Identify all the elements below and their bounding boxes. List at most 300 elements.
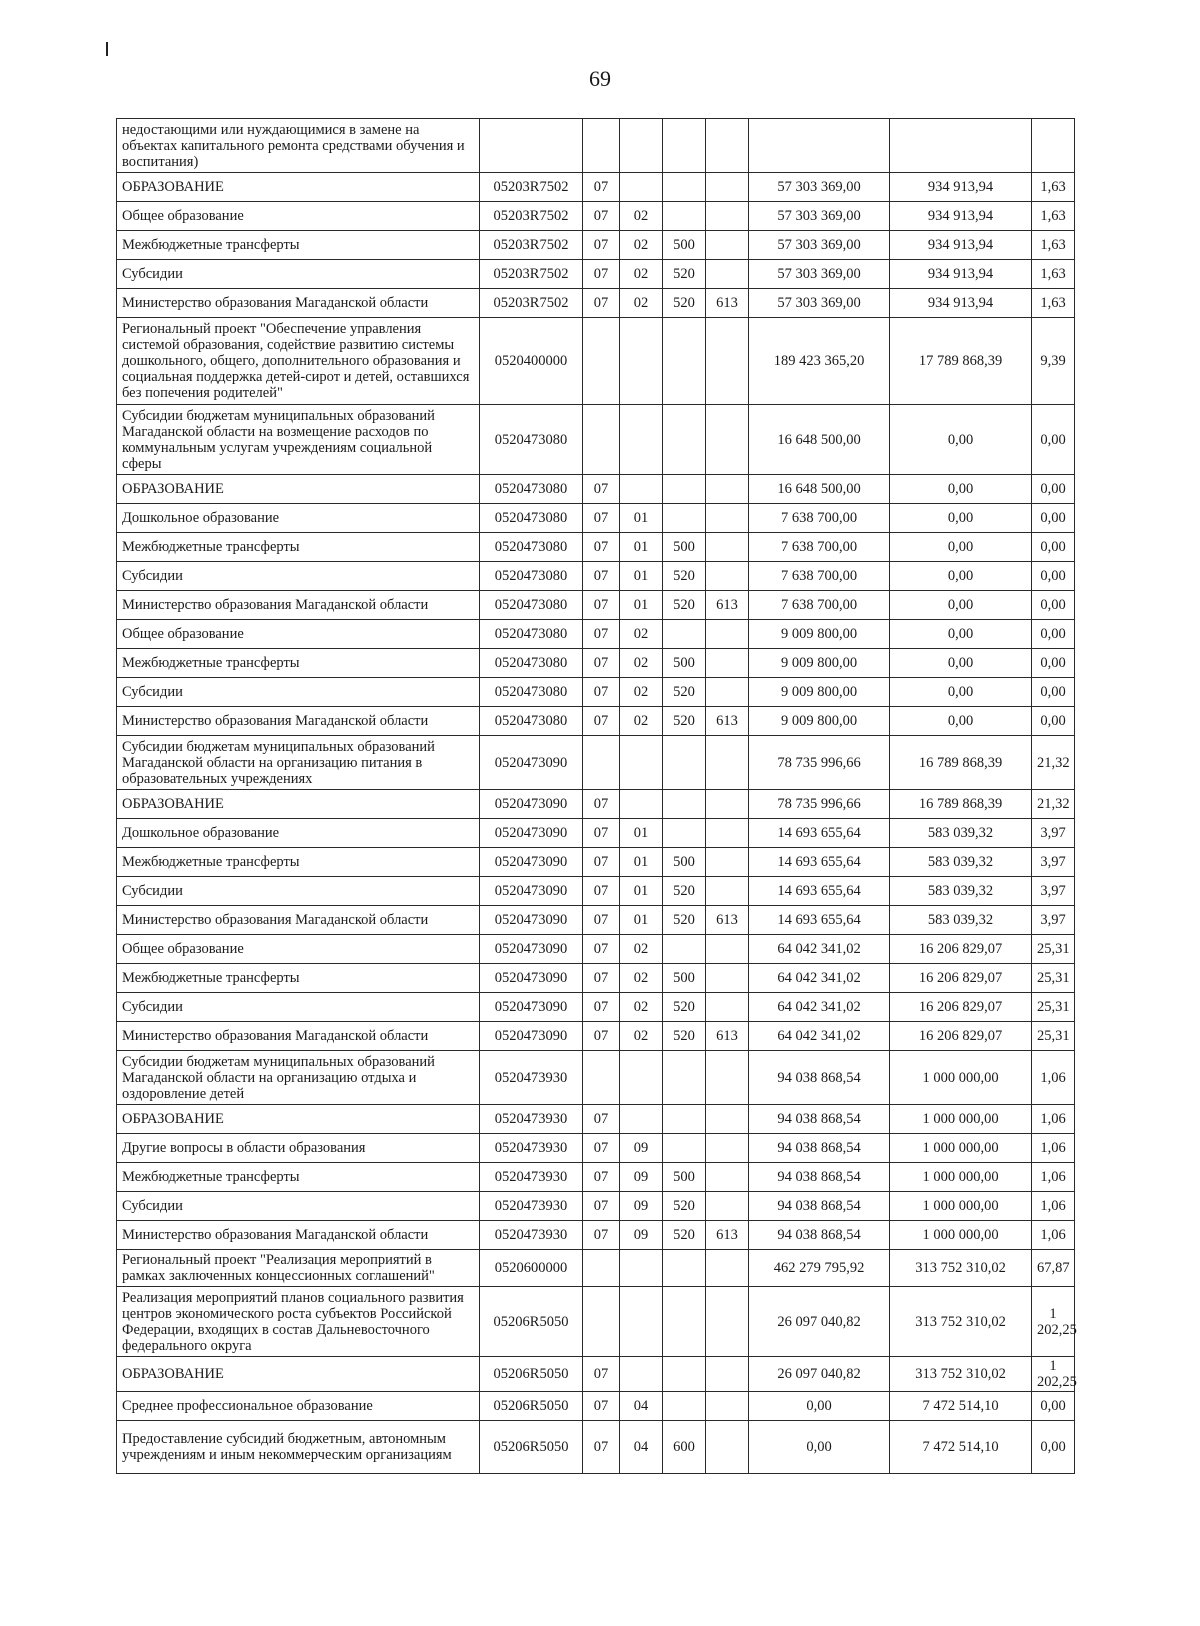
cell-expense-type: 500 xyxy=(663,1163,706,1192)
cell-section: 07 xyxy=(583,202,620,231)
cell-subsection xyxy=(620,173,663,202)
cell-plan: 57 303 369,00 xyxy=(749,260,890,289)
cell-section: 07 xyxy=(583,475,620,504)
cell-plan: 16 648 500,00 xyxy=(749,475,890,504)
cell-expense-type: 500 xyxy=(663,848,706,877)
cell-section: 07 xyxy=(583,173,620,202)
cell-executed: 1 000 000,00 xyxy=(890,1105,1032,1134)
cell-subsection xyxy=(620,318,663,405)
cell-expense-type xyxy=(663,1392,706,1421)
cell-percent: 0,00 xyxy=(1032,678,1075,707)
cell-subsection xyxy=(620,1105,663,1134)
table-row xyxy=(117,1022,1075,1051)
cell-code: 05206R5050 xyxy=(480,1421,583,1474)
table-row xyxy=(117,1051,1075,1105)
cell-subsection xyxy=(620,1357,663,1392)
cell-section: 07 xyxy=(583,906,620,935)
cell-subsection: 02 xyxy=(620,260,663,289)
cell-section: 07 xyxy=(583,1192,620,1221)
table-row xyxy=(117,1221,1075,1250)
cell-executed: 0,00 xyxy=(890,533,1032,562)
cell-name: Министерство образования Магаданской области xyxy=(117,1022,480,1051)
cell-code: 0520473080 xyxy=(480,707,583,736)
cell-code: 0520473090 xyxy=(480,964,583,993)
cell-section: 07 xyxy=(583,533,620,562)
cell-section xyxy=(583,1051,620,1105)
cell-expense-type: 500 xyxy=(663,533,706,562)
cell-name: Межбюджетные трансферты xyxy=(117,848,480,877)
cell-section xyxy=(583,405,620,475)
cell-name: Субсидии xyxy=(117,1192,480,1221)
cell-section: 07 xyxy=(583,678,620,707)
cell-expense-type xyxy=(663,1250,706,1287)
cell-code: 05203R7502 xyxy=(480,231,583,260)
cell-expense-type xyxy=(663,202,706,231)
cell-plan: 64 042 341,02 xyxy=(749,993,890,1022)
cell-subsection: 02 xyxy=(620,620,663,649)
cell-administrator xyxy=(706,562,749,591)
cell-section: 07 xyxy=(583,1134,620,1163)
cell-executed: 583 039,32 xyxy=(890,819,1032,848)
cell-administrator xyxy=(706,260,749,289)
cell-subsection: 02 xyxy=(620,202,663,231)
table-row xyxy=(117,1421,1075,1474)
table-row xyxy=(117,1163,1075,1192)
cell-code: 0520473080 xyxy=(480,475,583,504)
cell-expense-type: 520 xyxy=(663,906,706,935)
cell-name: Межбюджетные трансферты xyxy=(117,1163,480,1192)
cell-executed: 934 913,94 xyxy=(890,231,1032,260)
cell-section: 07 xyxy=(583,790,620,819)
table-row xyxy=(117,649,1075,678)
cell-percent: 0,00 xyxy=(1032,475,1075,504)
cell-percent: 67,87 xyxy=(1032,1250,1075,1287)
cell-section: 07 xyxy=(583,1105,620,1134)
table-row xyxy=(117,231,1075,260)
cell-percent: 1,63 xyxy=(1032,202,1075,231)
cell-code: 0520473080 xyxy=(480,533,583,562)
cell-name: ОБРАЗОВАНИЕ xyxy=(117,1357,480,1392)
cell-administrator xyxy=(706,1134,749,1163)
table-row xyxy=(117,935,1075,964)
table-row xyxy=(117,260,1075,289)
cell-percent xyxy=(1032,119,1075,173)
cell-executed: 1 000 000,00 xyxy=(890,1221,1032,1250)
cell-expense-type xyxy=(663,620,706,649)
cell-name: Региональный проект "Обеспечение управления системой образования, содействие развитию системы дошкольного, общего, дополнительного образования и социальная поддержка детей-сирот и детей, оставшихся без попечения родителей" xyxy=(117,318,480,405)
table-row xyxy=(117,678,1075,707)
cell-administrator xyxy=(706,935,749,964)
cell-subsection: 02 xyxy=(620,993,663,1022)
cell-code: 0520473930 xyxy=(480,1105,583,1134)
cell-section: 07 xyxy=(583,591,620,620)
cell-executed: 0,00 xyxy=(890,678,1032,707)
cell-percent: 1,63 xyxy=(1032,231,1075,260)
cell-subsection: 02 xyxy=(620,707,663,736)
table-row xyxy=(117,790,1075,819)
cell-executed: 16 206 829,07 xyxy=(890,935,1032,964)
table-row xyxy=(117,318,1075,405)
cell-administrator xyxy=(706,533,749,562)
cell-percent: 1,63 xyxy=(1032,173,1075,202)
cell-name: Министерство образования Магаданской области xyxy=(117,289,480,318)
table-row xyxy=(117,707,1075,736)
cell-percent: 0,00 xyxy=(1032,405,1075,475)
table-row xyxy=(117,533,1075,562)
cell-percent: 1,06 xyxy=(1032,1051,1075,1105)
cell-expense-type: 500 xyxy=(663,231,706,260)
cell-executed: 7 472 514,10 xyxy=(890,1392,1032,1421)
cell-name: Межбюджетные трансферты xyxy=(117,231,480,260)
cell-subsection xyxy=(620,1051,663,1105)
table-row xyxy=(117,877,1075,906)
cell-percent: 1,06 xyxy=(1032,1192,1075,1221)
table-row xyxy=(117,1192,1075,1221)
cell-section: 07 xyxy=(583,935,620,964)
cell-name: Министерство образования Магаданской области xyxy=(117,591,480,620)
cell-expense-type: 520 xyxy=(663,260,706,289)
cell-administrator: 613 xyxy=(706,289,749,318)
cell-plan: 94 038 868,54 xyxy=(749,1105,890,1134)
cell-code: 0520473080 xyxy=(480,620,583,649)
cell-administrator xyxy=(706,1051,749,1105)
cell-code: 05203R7502 xyxy=(480,173,583,202)
table-row xyxy=(117,1357,1075,1392)
cell-subsection: 02 xyxy=(620,231,663,260)
cell-plan: 78 735 996,66 xyxy=(749,736,890,790)
cell-name: Региональный проект "Реализация мероприятий в рамках заключенных концессионных соглашений" xyxy=(117,1250,480,1287)
cell-percent: 0,00 xyxy=(1032,562,1075,591)
cell-administrator: 613 xyxy=(706,1022,749,1051)
cell-plan: 64 042 341,02 xyxy=(749,964,890,993)
cell-executed xyxy=(890,119,1032,173)
cell-section: 07 xyxy=(583,649,620,678)
cell-code: 0520473090 xyxy=(480,906,583,935)
cell-code: 0520473930 xyxy=(480,1134,583,1163)
cell-code: 0520473090 xyxy=(480,848,583,877)
cell-expense-type xyxy=(663,819,706,848)
cell-executed: 1 000 000,00 xyxy=(890,1192,1032,1221)
cell-administrator xyxy=(706,318,749,405)
cell-plan: 94 038 868,54 xyxy=(749,1051,890,1105)
cell-executed: 934 913,94 xyxy=(890,173,1032,202)
cell-administrator xyxy=(706,231,749,260)
cell-plan: 14 693 655,64 xyxy=(749,877,890,906)
cell-section: 07 xyxy=(583,620,620,649)
cell-administrator xyxy=(706,119,749,173)
cell-administrator: 613 xyxy=(706,1221,749,1250)
cell-section: 07 xyxy=(583,1392,620,1421)
cell-section: 07 xyxy=(583,877,620,906)
cell-section: 07 xyxy=(583,260,620,289)
cell-plan: 26 097 040,82 xyxy=(749,1357,890,1392)
cell-administrator: 613 xyxy=(706,591,749,620)
cell-subsection xyxy=(620,475,663,504)
cell-expense-type xyxy=(663,790,706,819)
cell-executed: 16 206 829,07 xyxy=(890,993,1032,1022)
cell-percent: 25,31 xyxy=(1032,964,1075,993)
cell-executed: 0,00 xyxy=(890,475,1032,504)
cell-plan: 14 693 655,64 xyxy=(749,848,890,877)
cell-section xyxy=(583,119,620,173)
cell-plan: 189 423 365,20 xyxy=(749,318,890,405)
cell-subsection: 01 xyxy=(620,562,663,591)
cell-name: Субсидии бюджетам муниципальных образований Магаданской области на организацию отдыха и оздоровление детей xyxy=(117,1051,480,1105)
cell-plan: 14 693 655,64 xyxy=(749,906,890,935)
cell-plan: 9 009 800,00 xyxy=(749,707,890,736)
cell-executed: 0,00 xyxy=(890,707,1032,736)
cell-percent: 0,00 xyxy=(1032,649,1075,678)
cell-name: Субсидии xyxy=(117,678,480,707)
cell-expense-type: 500 xyxy=(663,649,706,678)
cell-plan: 14 693 655,64 xyxy=(749,819,890,848)
cell-name: ОБРАЗОВАНИЕ xyxy=(117,475,480,504)
cell-percent: 0,00 xyxy=(1032,707,1075,736)
cell-executed: 16 789 868,39 xyxy=(890,736,1032,790)
cell-percent: 25,31 xyxy=(1032,935,1075,964)
page-number: 69 xyxy=(589,66,611,91)
table-row xyxy=(117,736,1075,790)
cell-expense-type: 520 xyxy=(663,877,706,906)
cell-expense-type xyxy=(663,504,706,533)
cell-percent: 0,00 xyxy=(1032,504,1075,533)
cell-section: 07 xyxy=(583,289,620,318)
scan-mark xyxy=(106,42,108,56)
table-row xyxy=(117,620,1075,649)
cell-expense-type xyxy=(663,475,706,504)
cell-subsection: 02 xyxy=(620,964,663,993)
cell-percent: 9,39 xyxy=(1032,318,1075,405)
cell-subsection: 02 xyxy=(620,935,663,964)
cell-subsection: 09 xyxy=(620,1221,663,1250)
table-row xyxy=(117,906,1075,935)
cell-plan: 9 009 800,00 xyxy=(749,620,890,649)
cell-subsection: 02 xyxy=(620,289,663,318)
cell-name: Межбюджетные трансферты xyxy=(117,649,480,678)
cell-administrator xyxy=(706,1357,749,1392)
cell-administrator: 613 xyxy=(706,906,749,935)
table-row xyxy=(117,173,1075,202)
cell-expense-type xyxy=(663,318,706,405)
cell-expense-type xyxy=(663,1357,706,1392)
cell-plan: 64 042 341,02 xyxy=(749,935,890,964)
cell-administrator xyxy=(706,475,749,504)
cell-subsection: 02 xyxy=(620,649,663,678)
cell-plan: 78 735 996,66 xyxy=(749,790,890,819)
cell-executed: 16 206 829,07 xyxy=(890,1022,1032,1051)
cell-percent: 3,97 xyxy=(1032,848,1075,877)
cell-executed: 0,00 xyxy=(890,591,1032,620)
cell-executed: 934 913,94 xyxy=(890,260,1032,289)
budget-table xyxy=(116,118,1075,1474)
cell-code: 05203R7502 xyxy=(480,260,583,289)
cell-executed: 16 789 868,39 xyxy=(890,790,1032,819)
cell-code: 0520473080 xyxy=(480,591,583,620)
cell-executed: 1 000 000,00 xyxy=(890,1134,1032,1163)
cell-section: 07 xyxy=(583,1357,620,1392)
cell-name: Субсидии xyxy=(117,562,480,591)
cell-percent: 1,06 xyxy=(1032,1134,1075,1163)
cell-subsection xyxy=(620,405,663,475)
cell-percent: 0,00 xyxy=(1032,1421,1075,1474)
cell-expense-type xyxy=(663,173,706,202)
cell-section: 07 xyxy=(583,1221,620,1250)
cell-administrator xyxy=(706,819,749,848)
cell-code: 0520473090 xyxy=(480,819,583,848)
cell-code: 0520473090 xyxy=(480,935,583,964)
table-row xyxy=(117,202,1075,231)
cell-percent: 3,97 xyxy=(1032,906,1075,935)
cell-plan: 7 638 700,00 xyxy=(749,562,890,591)
cell-expense-type: 520 xyxy=(663,562,706,591)
cell-subsection xyxy=(620,790,663,819)
cell-section xyxy=(583,736,620,790)
cell-name: Министерство образования Магаданской области xyxy=(117,707,480,736)
cell-code: 0520473080 xyxy=(480,504,583,533)
cell-name: Субсидии xyxy=(117,993,480,1022)
cell-expense-type xyxy=(663,1051,706,1105)
cell-code: 05206R5050 xyxy=(480,1392,583,1421)
cell-name: Межбюджетные трансферты xyxy=(117,964,480,993)
cell-executed: 17 789 868,39 xyxy=(890,318,1032,405)
cell-code: 0520400000 xyxy=(480,318,583,405)
cell-code: 05206R5050 xyxy=(480,1287,583,1357)
cell-expense-type xyxy=(663,1105,706,1134)
cell-percent: 3,97 xyxy=(1032,819,1075,848)
cell-code xyxy=(480,119,583,173)
cell-executed: 1 000 000,00 xyxy=(890,1163,1032,1192)
cell-section: 07 xyxy=(583,504,620,533)
cell-name: ОБРАЗОВАНИЕ xyxy=(117,790,480,819)
table-body xyxy=(117,119,1075,1474)
cell-name: Министерство образования Магаданской области xyxy=(117,906,480,935)
cell-percent: 1,06 xyxy=(1032,1221,1075,1250)
cell-name: Другие вопросы в области образования xyxy=(117,1134,480,1163)
cell-subsection xyxy=(620,1287,663,1357)
cell-plan: 57 303 369,00 xyxy=(749,289,890,318)
cell-code: 0520473080 xyxy=(480,649,583,678)
cell-percent: 1 202,25 xyxy=(1032,1357,1075,1392)
cell-subsection: 02 xyxy=(620,1022,663,1051)
cell-plan: 94 038 868,54 xyxy=(749,1134,890,1163)
cell-expense-type: 520 xyxy=(663,993,706,1022)
cell-code: 0520600000 xyxy=(480,1250,583,1287)
cell-subsection: 01 xyxy=(620,848,663,877)
cell-expense-type: 520 xyxy=(663,591,706,620)
table-row xyxy=(117,289,1075,318)
cell-executed: 1 000 000,00 xyxy=(890,1051,1032,1105)
cell-plan: 462 279 795,92 xyxy=(749,1250,890,1287)
cell-percent: 1 202,25 xyxy=(1032,1287,1075,1357)
cell-name: Предоставление субсидий бюджетным, автономным учреждениям и иным некоммерческим организациям xyxy=(117,1421,480,1474)
cell-subsection xyxy=(620,1250,663,1287)
cell-executed: 0,00 xyxy=(890,504,1032,533)
cell-name: Субсидии бюджетам муниципальных образований Магаданской области на организацию питания в образовательных учреждениях xyxy=(117,736,480,790)
cell-subsection: 04 xyxy=(620,1421,663,1474)
cell-expense-type: 520 xyxy=(663,1221,706,1250)
cell-subsection: 01 xyxy=(620,533,663,562)
cell-expense-type: 600 xyxy=(663,1421,706,1474)
table-row xyxy=(117,1287,1075,1357)
cell-plan: 94 038 868,54 xyxy=(749,1192,890,1221)
cell-code: 0520473090 xyxy=(480,736,583,790)
cell-expense-type: 520 xyxy=(663,678,706,707)
cell-subsection: 02 xyxy=(620,678,663,707)
cell-administrator xyxy=(706,202,749,231)
cell-plan: 64 042 341,02 xyxy=(749,1022,890,1051)
cell-expense-type xyxy=(663,935,706,964)
cell-expense-type xyxy=(663,119,706,173)
cell-plan: 16 648 500,00 xyxy=(749,405,890,475)
cell-plan: 9 009 800,00 xyxy=(749,649,890,678)
cell-expense-type xyxy=(663,736,706,790)
cell-percent: 25,31 xyxy=(1032,1022,1075,1051)
table-row xyxy=(117,119,1075,173)
cell-plan: 0,00 xyxy=(749,1421,890,1474)
cell-name: Министерство образования Магаданской области xyxy=(117,1221,480,1250)
cell-code: 0520473080 xyxy=(480,562,583,591)
cell-subsection: 01 xyxy=(620,819,663,848)
cell-administrator xyxy=(706,1421,749,1474)
table-row xyxy=(117,405,1075,475)
cell-expense-type xyxy=(663,1287,706,1357)
cell-name: Дошкольное образование xyxy=(117,504,480,533)
cell-plan: 94 038 868,54 xyxy=(749,1163,890,1192)
cell-percent: 3,97 xyxy=(1032,877,1075,906)
cell-administrator xyxy=(706,993,749,1022)
cell-name: Реализация мероприятий планов социального развития центров экономического роста субъектов Российской Федерации, входящих в состав Дальневосточного федерального округа xyxy=(117,1287,480,1357)
cell-plan: 9 009 800,00 xyxy=(749,678,890,707)
cell-administrator xyxy=(706,736,749,790)
cell-name: Среднее профессиональное образование xyxy=(117,1392,480,1421)
table-row xyxy=(117,591,1075,620)
cell-name: ОБРАЗОВАНИЕ xyxy=(117,173,480,202)
cell-executed: 313 752 310,02 xyxy=(890,1287,1032,1357)
cell-administrator: 613 xyxy=(706,707,749,736)
cell-expense-type: 520 xyxy=(663,1022,706,1051)
cell-name: недостающими или нуждающимися в замене на объектах капитального ремонта средствами обучения и воспитания) xyxy=(117,119,480,173)
cell-executed: 583 039,32 xyxy=(890,906,1032,935)
cell-section: 07 xyxy=(583,964,620,993)
cell-subsection: 09 xyxy=(620,1134,663,1163)
cell-name: Субсидии бюджетам муниципальных образований Магаданской области на возмещение расходов по коммунальным услугам учреждениям социальной сферы xyxy=(117,405,480,475)
cell-code: 0520473090 xyxy=(480,1022,583,1051)
cell-executed: 0,00 xyxy=(890,405,1032,475)
cell-administrator xyxy=(706,678,749,707)
cell-section: 07 xyxy=(583,231,620,260)
cell-subsection: 04 xyxy=(620,1392,663,1421)
table-row xyxy=(117,964,1075,993)
cell-code: 0520473090 xyxy=(480,877,583,906)
table-row xyxy=(117,504,1075,533)
cell-subsection xyxy=(620,736,663,790)
cell-code: 0520473090 xyxy=(480,993,583,1022)
cell-executed: 0,00 xyxy=(890,620,1032,649)
cell-plan xyxy=(749,119,890,173)
cell-percent: 21,32 xyxy=(1032,736,1075,790)
table-row xyxy=(117,1250,1075,1287)
table-row xyxy=(117,848,1075,877)
cell-plan: 57 303 369,00 xyxy=(749,173,890,202)
cell-administrator xyxy=(706,1287,749,1357)
cell-subsection xyxy=(620,119,663,173)
cell-section: 07 xyxy=(583,1421,620,1474)
cell-executed: 934 913,94 xyxy=(890,289,1032,318)
cell-executed: 313 752 310,02 xyxy=(890,1250,1032,1287)
cell-name: Субсидии xyxy=(117,877,480,906)
cell-plan: 7 638 700,00 xyxy=(749,533,890,562)
cell-section: 07 xyxy=(583,707,620,736)
